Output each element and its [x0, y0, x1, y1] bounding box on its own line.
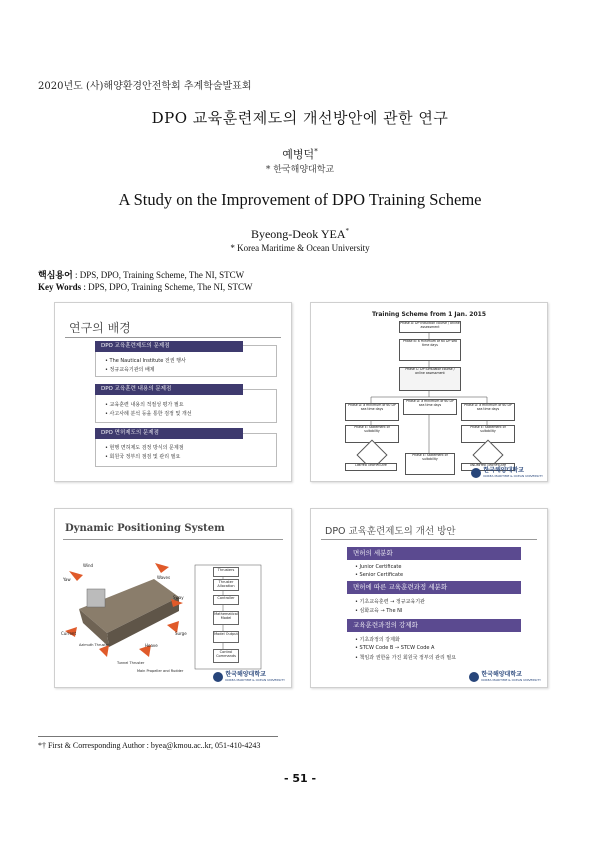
- slide-title: 연구의 배경: [69, 321, 131, 335]
- slide-title: DPO 교육훈련제도의 개선 방안: [325, 526, 456, 537]
- unlimited-certificate: UNLIMITED CERTIFICATE: [461, 463, 515, 471]
- diagram-controller: Controller: [213, 595, 239, 605]
- label-tunnel-thruster: Tunnel Thruster: [117, 661, 145, 665]
- page-number: - 51 -: [283, 772, 317, 785]
- university-seal-icon: [469, 672, 479, 682]
- section-heading: DPO 면허제도의 문제점: [95, 428, 243, 439]
- university-seal-icon: [213, 672, 223, 682]
- author-english: Byeong-Deok YEA*: [250, 227, 350, 241]
- slide-training-scheme: [310, 302, 548, 482]
- label-current: Current: [61, 631, 77, 636]
- university-seal-icon: [471, 468, 481, 478]
- university-logo: [469, 672, 541, 682]
- bullet: • 기초과정의 강제화: [355, 637, 400, 643]
- slide-research-background: [54, 302, 292, 482]
- diagram-control-commands: Control Commands: [213, 649, 239, 663]
- label-heave: Heave: [145, 643, 158, 648]
- flow-box-note: Phase E: Statement of suitability: [405, 453, 455, 475]
- paper-title-korean: DPO 교육훈련제도의 개선방안에 관한 연구: [151, 109, 449, 127]
- bullet: • Junior Certificate: [355, 564, 402, 570]
- footnote: *† First & Corresponding Author : byea@kmou.ac..kr, 051-410-4243: [38, 741, 261, 750]
- slide-improvement-plan: [310, 508, 548, 688]
- divider: [65, 337, 281, 338]
- bullet: • 사고사례 분석 등을 통한 검정 및 개선: [105, 411, 192, 417]
- label-waves: Waves: [157, 575, 171, 580]
- section-heading: 면허에 따른 교육훈련과정 세분화: [347, 581, 521, 594]
- bullet: • 심화교육 → The NI: [355, 608, 403, 614]
- label-surge: Surge: [175, 631, 187, 636]
- bullet: • 책임과 권한을 가진 회원국 정부의 관리 필요: [355, 655, 457, 661]
- divider: [321, 539, 537, 540]
- bullet: • Senior Certificate: [355, 572, 404, 578]
- flow-box-phase-d-right: Phase D: a minimum of 60 DP sea time days: [461, 403, 515, 421]
- slide-title: Dynamic Positioning System: [65, 523, 225, 534]
- flow-box-phase-e-left: Phase E: Statement of suitability: [345, 425, 399, 443]
- bullet: • 기초교육훈련 → 정규교육기관: [355, 599, 425, 605]
- section-heading: 교육훈련과정의 강제화: [347, 619, 521, 632]
- bullet: • The Nautical Institute 전권 행사: [105, 358, 186, 364]
- flow-box-middle: Phase D: a minimum of 60 DP sea time days: [403, 399, 457, 415]
- label-wind: Wind: [83, 563, 94, 568]
- bullet: • 정규교육기관의 배제: [105, 367, 155, 373]
- affiliation-english: * Korea Maritime & Ocean University: [230, 243, 370, 253]
- diagram-thruster-allocation: Thruster Allocation: [213, 579, 239, 591]
- logo-text: 한국해양대학교: [483, 467, 524, 474]
- conference-title: 2020년도 (사)해양환경안전학회 추계학술발표회: [38, 81, 252, 92]
- diagram-math-model: Mathematical Model: [213, 611, 239, 625]
- logo-subtext: KOREA MARITIME & OCEAN UNIVERSITY: [481, 678, 541, 682]
- university-logo: [471, 468, 543, 478]
- logo-subtext: KOREA MARITIME & OCEAN UNIVERSITY: [225, 678, 285, 682]
- keywords-korean: 핵심용어 : DPS, DPO, Training Scheme, The NI, STCW: [38, 270, 245, 280]
- divider: [63, 539, 283, 540]
- limited-certificate: LIMITED CERTIFICATE: [345, 463, 397, 471]
- flow-box-phase-e-right: Phase E: Statement of suitability: [461, 425, 515, 443]
- flow-box-phase-a: Phase A: DP Induction course / online assessment: [399, 321, 461, 333]
- label-yaw: Yaw: [63, 577, 71, 582]
- bullet: • STCW Code B → STCW Code A: [355, 645, 435, 651]
- diagram-model-output: Model Output: [213, 631, 239, 643]
- section-heading: DPO 교육훈련제도의 문제점: [95, 341, 243, 352]
- affiliation-korean: * 한국해양대학교: [265, 165, 335, 175]
- paper-title-english: A Study on the Improvement of DPO Training Scheme: [118, 190, 482, 209]
- flow-box-phase-c: Phase C: DP Simulator course / online assessment: [399, 367, 461, 391]
- label-main-propeller: Main Propeller and Rudder: [137, 669, 184, 673]
- bullet: • 교육훈련 내용의 적절성 평가 필요: [105, 402, 184, 408]
- flow-box-phase-d-left: Phase D: a minimum of 60 DP sea time days: [345, 403, 399, 421]
- bullet: • 회원국 정부의 점검 및 관리 필요: [105, 454, 181, 460]
- logo-text: 한국해양대학교: [481, 671, 522, 678]
- footnote-divider: [38, 736, 278, 737]
- logo-subtext: KOREA MARITIME & OCEAN UNIVERSITY: [483, 474, 543, 478]
- slide-dp-system: [54, 508, 292, 688]
- bullet: • 현행 면허제도 검정 방식의 문제점: [105, 445, 184, 451]
- university-logo: [213, 672, 285, 682]
- label-sway: Sway: [173, 595, 184, 600]
- section-heading: 면허의 세분화: [347, 547, 521, 560]
- diagram-thrusters: Thrusters: [213, 567, 239, 577]
- keywords-english: Key Words : DPS, DPO, Training Scheme, The NI, STCW: [38, 282, 253, 292]
- author-korean: 예병덕*: [282, 147, 318, 161]
- ship-illustration: [59, 549, 189, 673]
- label-azimuth-thruster: Azimuth Thruster: [79, 643, 110, 647]
- slide-title: Training Scheme from 1 Jan. 2015: [371, 311, 487, 318]
- logo-text: 한국해양대학교: [225, 671, 266, 678]
- flow-box-phase-b: Phase B: a minimum of 60 DP sea time days: [399, 339, 461, 361]
- section-heading: DPO 교육훈련 내용의 문제점: [95, 384, 243, 395]
